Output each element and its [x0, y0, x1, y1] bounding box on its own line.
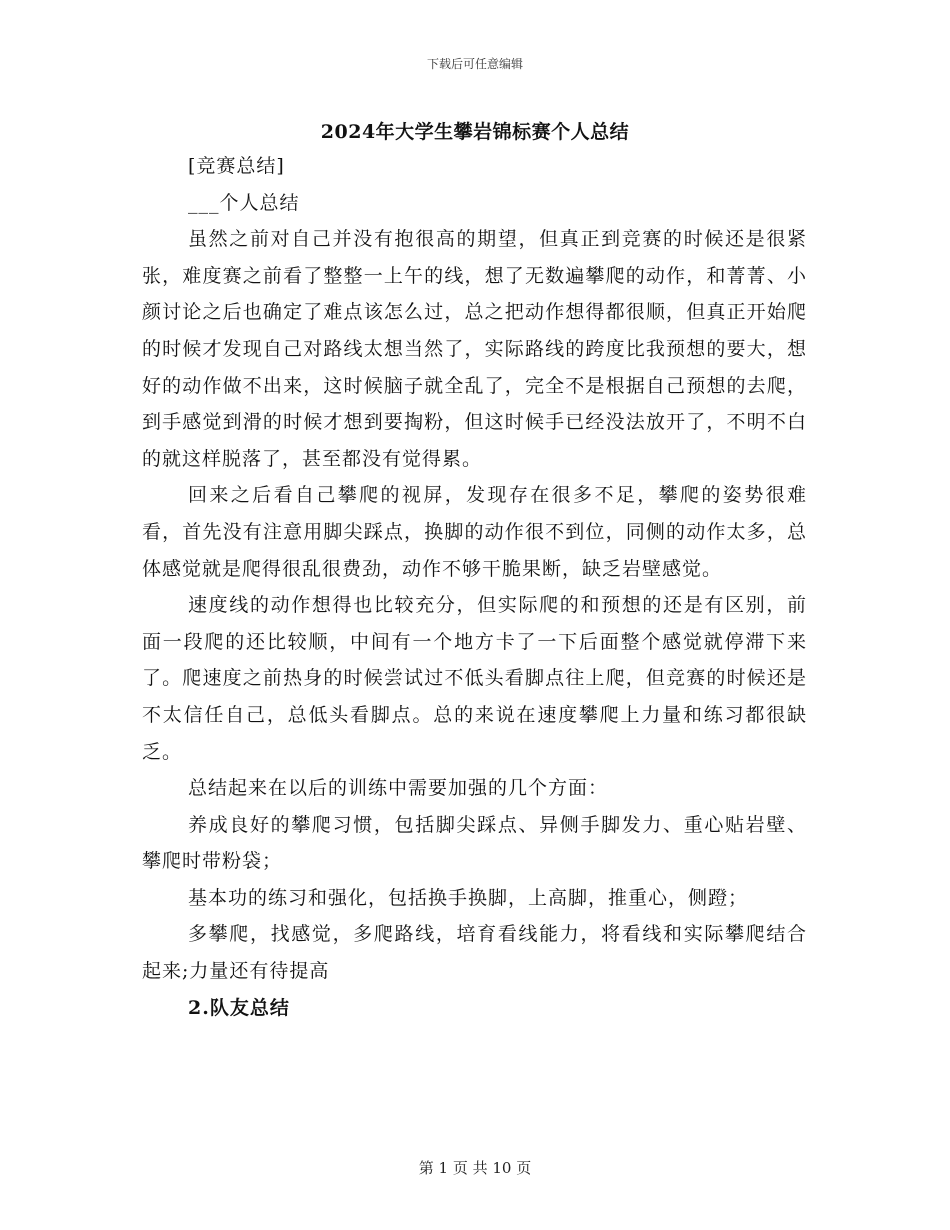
body-paragraph: 虽然之前对自己并没有抱很高的期望，但真正到竞赛的时候还是很紧张，难度赛之前看了整整一上午的线，想了无数遍攀爬的动作，和菁菁、小颜讨论之后也确定了难点该怎么过，总之把动作想得都很顺，但真正开始爬的时候才发现自己对路线太想当然了，实际路线的跨度比我预想的要大，想好的动作做不出来，这时候脑子就全乱了，完全不是根据自己预想的去爬，到手感觉到滑的时候才想到要掏粉，但这时候手已经没法放开了，不明不白的就这样脱落了，甚至都没有觉得累。	[142, 228, 807, 470]
subsection-heading: ___个人总结	[188, 191, 300, 214]
page-header: 下载后可任意编辑	[426, 57, 523, 71]
body-paragraph: 速度线的动作想得也比较充分，但实际爬的和预想的还是有区别，前面一段爬的还比较顺，中间有一个地方卡了一下后面整个感觉就停滞下来了。爬速度之前热身的时候尝试过不低头看脚点往上爬，但竞赛的时候还是不太信任自己，总低头看脚点。总的来说在速度攀爬上力量和练习都很缺乏。	[142, 594, 807, 763]
list-item: 多攀爬，找感觉，多爬路线，培育看线能力，将看线和实际攀爬结合起来;力量还有待提高	[142, 923, 807, 983]
section-heading: 2.队友总结	[188, 996, 290, 1019]
page-footer: 第 1 页 共 10 页	[418, 1159, 532, 1177]
list-item: 养成良好的攀爬习惯，包括脚尖踩点、异侧手脚发力、重心贴岩壁、攀爬时带粉袋；	[142, 813, 807, 873]
document-body	[142, 148, 807, 1026]
section-label: [竞赛总结]	[188, 155, 285, 177]
body-paragraph: 总结起来在以后的训练中需要加强的几个方面：	[188, 777, 609, 800]
list-item: 基本功的练习和强化，包括换手换脚，上高脚，推重心，侧蹬；	[188, 886, 749, 909]
body-paragraph: 回来之后看自己攀爬的视屏，发现存在很多不足，攀爬的姿势很难看，首先没有注意用脚尖踩点，换脚的动作很不到位，同侧的动作太多，总体感觉就是爬得很乱很费劲，动作不够干脆果断，缺乏岩壁感觉。	[142, 484, 807, 580]
document-title: 2024年大学生攀岩锦标赛个人总结	[320, 121, 630, 143]
